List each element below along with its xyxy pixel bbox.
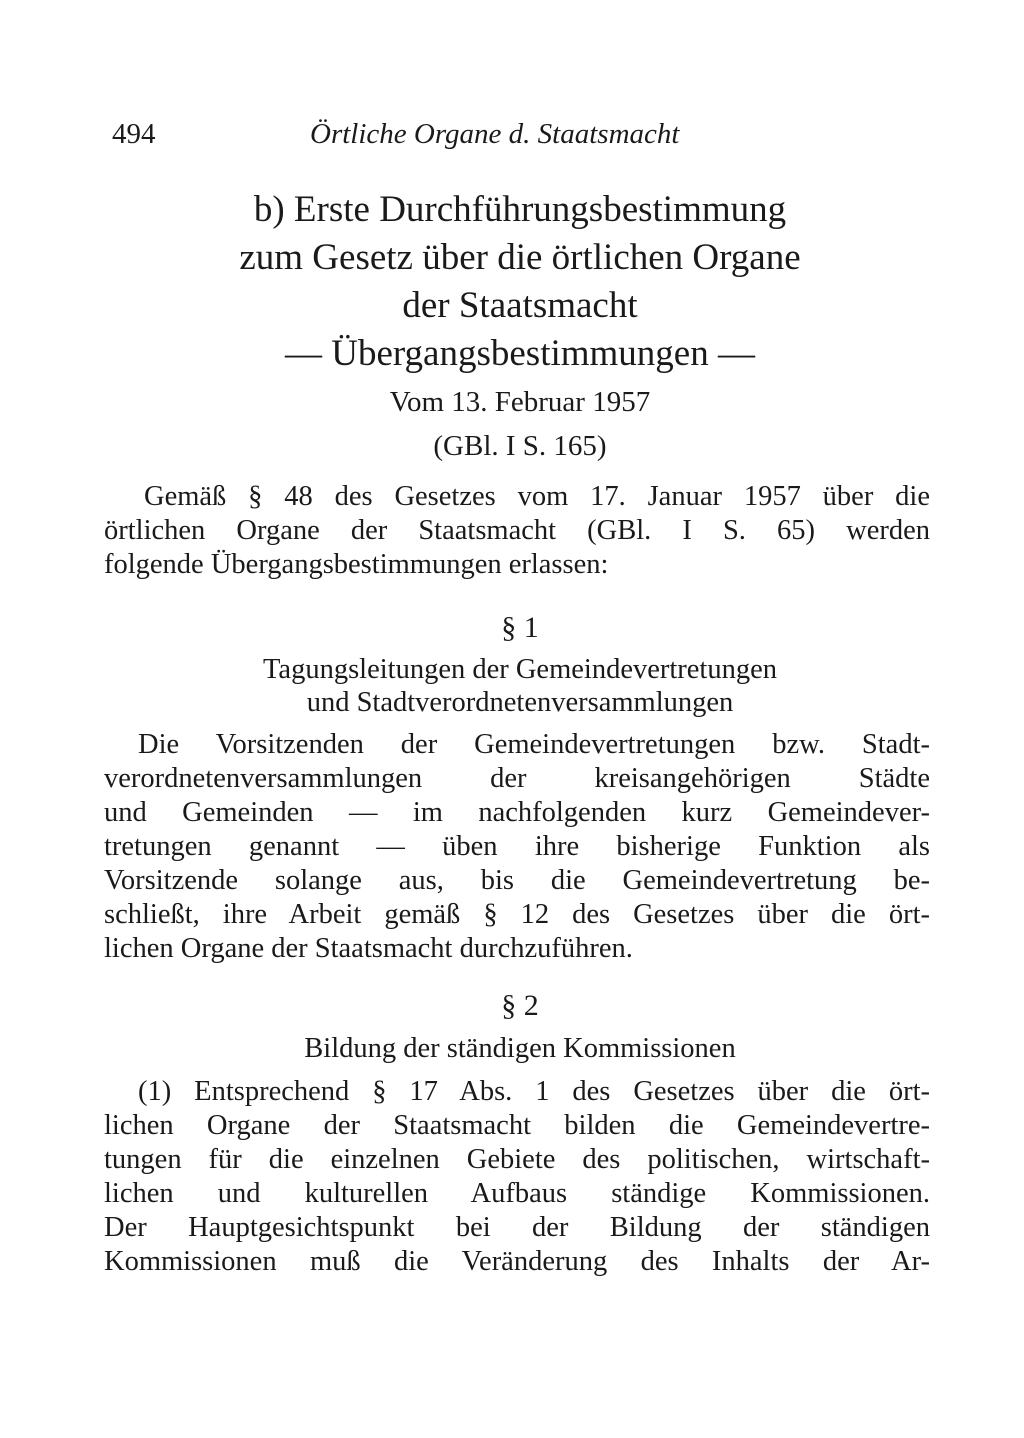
section-1-line-1: Die Vorsitzenden der Gemeindevertretungen bzw. Stadt- (138, 729, 930, 760)
title-line-3: der Staatsmacht (402, 285, 638, 326)
section-2-line-4: lichen und kulturellen Aufbaus ständige Kommissionen. (104, 1178, 930, 1209)
section-2-heading-line-1: Bildung der ständigen Kommissionen (304, 1033, 736, 1064)
title-line-1: b) Erste Durchführungsbestimmung (253, 189, 787, 230)
preamble-paragraph (104, 480, 930, 582)
running-title: Örtliche Organe d. Staatsmacht (310, 118, 680, 150)
section-1-heading (112, 653, 928, 719)
section-1-heading-line-1: Tagungsleitungen der Gemeindevertretungen (263, 654, 777, 685)
section-1-line-2: verordnetenversammlungen der kreisangehörigen Städte (104, 763, 930, 794)
section-1-line-3: und Gemeinden — im nachfolgenden kurz Gemeindever- (104, 797, 930, 828)
running-head (112, 112, 752, 156)
section-2-line-6: Kommissionen muß die Veränderung des Inhalts der Ar- (104, 1246, 930, 1277)
title-line-2: zum Gesetz über die örtlichen Organe (239, 237, 801, 278)
title-date: Vom 13. Februar 1957 (389, 386, 651, 418)
page-number: 494 (112, 118, 156, 150)
section-2-line-2: lichen Organe der Staatsmacht bilden die Gemeindevertre- (104, 1110, 930, 1141)
section-1-line-4: tretungen genannt — üben ihre bisherige Funktion als (104, 831, 930, 862)
section-2-line-5: Der Hauptgesichtspunkt bei der Bildung der ständigen (104, 1212, 930, 1243)
title-source: (GBl. I S. 165) (433, 430, 607, 462)
section-2-heading (112, 1032, 928, 1065)
section-1-mark: § 1 (501, 611, 539, 644)
title-line-4: — Übergangsbestimmungen — (285, 333, 755, 374)
section-1-text (104, 728, 930, 966)
section-2-text (104, 1075, 930, 1279)
preamble-line-3: folgende Übergangsbestimmungen erlassen: (104, 549, 609, 580)
section-2-line-3: tungen für die einzelnen Gebiete des politischen, wirtschaft- (104, 1144, 930, 1175)
section-1-line-7: lichen Organe der Staatsmacht durchzuführen. (104, 933, 633, 964)
section-1-heading-line-2: und Stadtverordnetenversammlungen (306, 687, 734, 718)
section-1-line-5: Vorsitzende solange aus, bis die Gemeindevertretung be- (104, 865, 930, 896)
document-title-block (112, 186, 928, 466)
section-1-line-6: schließt, ihre Arbeit gemäß § 12 des Gesetzes über die ört- (104, 899, 930, 930)
section-2-line-1: (1) Entsprechend § 17 Abs. 1 des Gesetzes über die ört- (138, 1076, 930, 1107)
preamble-line-1: Gemäß § 48 des Gesetzes vom 17. Januar 1957 über die (144, 481, 930, 512)
preamble-line-2: örtlichen Organe der Staatsmacht (GBl. I S. 65) werden (104, 515, 930, 546)
section-2-mark: § 2 (501, 989, 539, 1022)
